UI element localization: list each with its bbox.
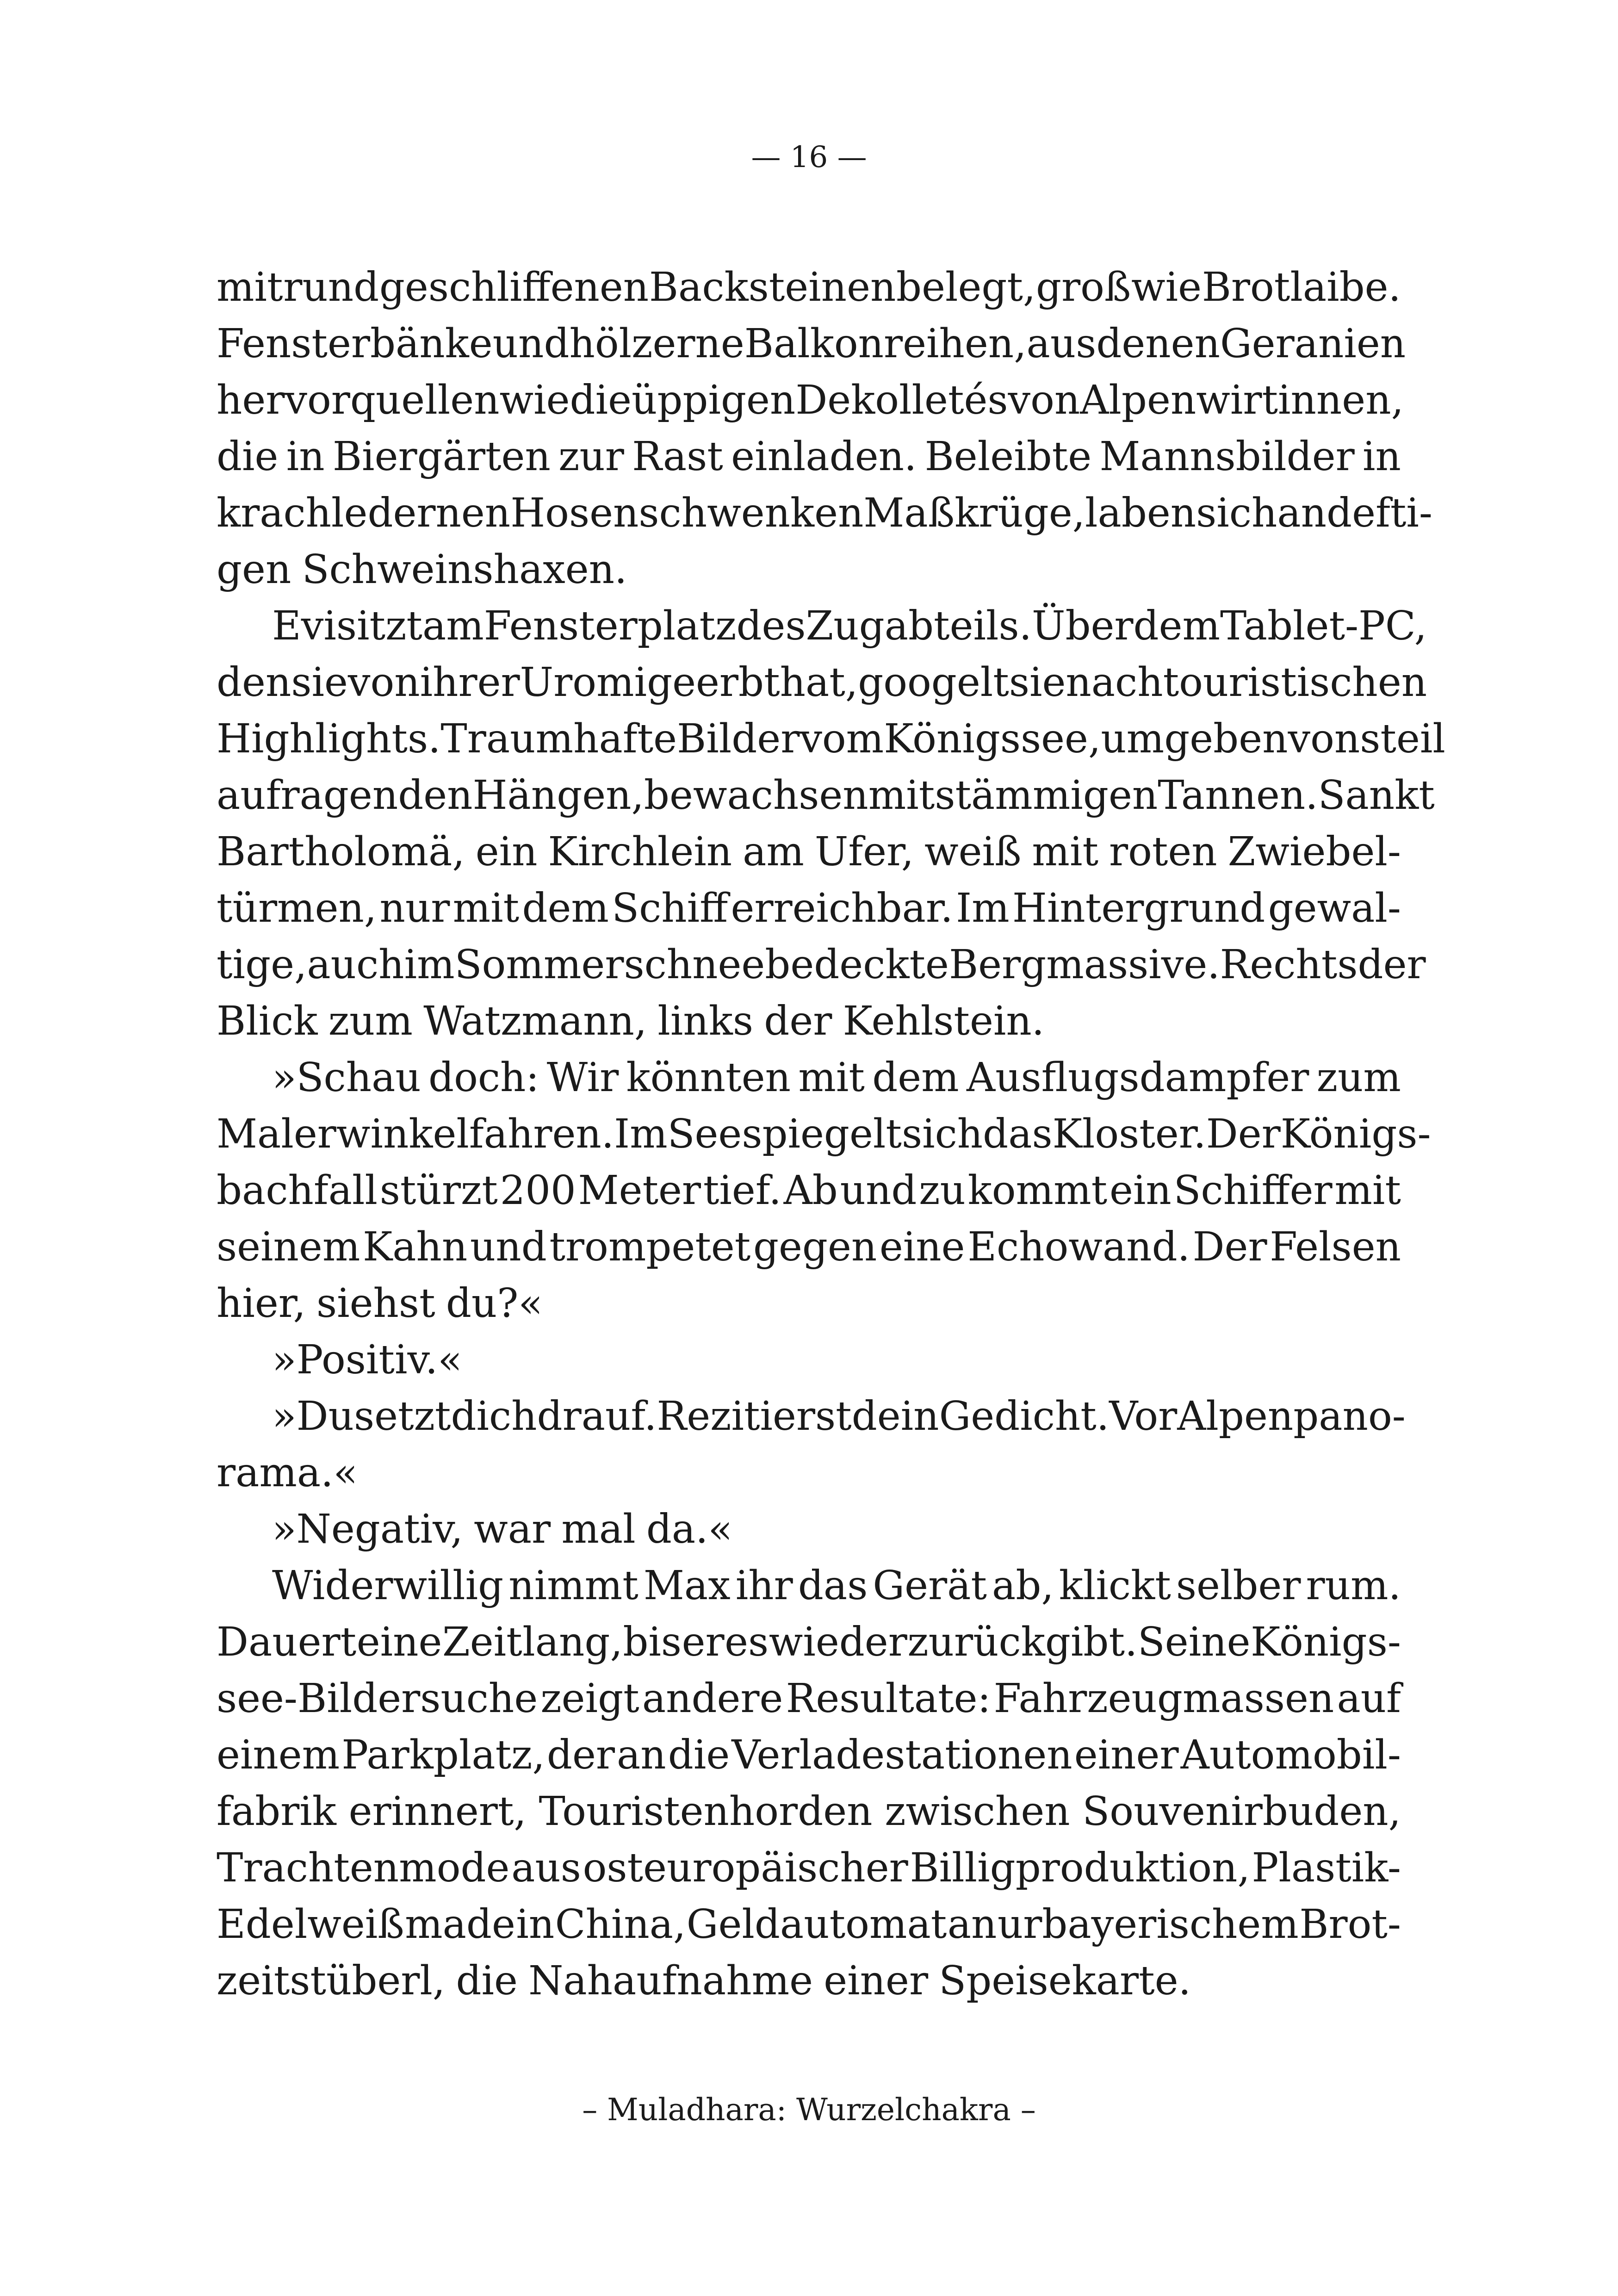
word: Schiffer [1173,1167,1333,1214]
word: bewachsen [644,772,868,819]
word: sie [291,659,348,706]
word: schwenken [639,490,864,536]
word: Felsen [1270,1224,1401,1270]
word: Speisekarte. [939,1958,1191,2004]
word: dem [522,885,609,931]
word: nur [379,885,450,931]
text-line [217,711,1445,767]
word: Zugabteils. [806,603,1032,649]
text-line [217,1219,1401,1275]
word: »Schau [272,1055,421,1101]
word: Schiff [612,885,728,931]
word: Geranien [1220,321,1406,367]
word: links [657,998,754,1044]
word: Fensterbänke [217,321,493,367]
text-line [217,541,1401,598]
word: Highlights. [217,716,441,762]
text-line [217,259,1401,316]
word: dich [451,1393,537,1440]
word: Der [1192,1224,1267,1270]
word: zur [558,434,624,480]
word: Mannsbilder [1099,434,1355,480]
word: dein [851,1393,939,1440]
text-line [217,1953,1401,2009]
page-number: — 16 — [751,140,867,174]
word: von [347,659,420,706]
text-line [217,1840,1401,1896]
text-line [217,1670,1401,1727]
word: Geldautomat [686,1901,947,1948]
word: weiß [924,829,1022,875]
word: ihr [735,1563,793,1609]
text-line [217,1275,1401,1332]
word: selber [1176,1563,1301,1609]
word: Gerät [873,1563,987,1609]
word: Ab [783,1167,838,1214]
word: wieder [769,1619,907,1665]
word: gewal- [1268,885,1401,931]
word: Bergmassive. [948,942,1220,988]
word: groß [1035,264,1131,310]
word: in [516,1901,555,1948]
word: auf [1337,1675,1401,1722]
word: Im [956,885,1010,931]
word: das [798,1563,868,1609]
word: zwischen [885,1788,1070,1835]
text-line [217,993,1401,1049]
word: Wir [546,1055,619,1101]
text-line [217,1783,1401,1840]
word: Blick [217,998,318,1044]
word: urbayerischem [997,1901,1299,1948]
word: mal [561,1506,636,1552]
word: tief. [703,1167,781,1214]
word: Der [1206,1111,1281,1157]
text-line [217,1727,1401,1783]
word: Im [614,1111,668,1157]
word: rum. [1306,1563,1401,1609]
word: von [1008,377,1080,423]
word: Sankt [1318,772,1435,819]
word: 200 [500,1167,576,1214]
word: tige, [217,942,307,988]
word: Sommer [454,942,624,988]
word: steil [1360,716,1445,762]
text-line [217,1162,1401,1219]
word: Rezitierst [657,1393,852,1440]
word: am [743,829,804,875]
word: Verladestationen [732,1732,1072,1778]
word: Fahrzeugmassen [993,1675,1334,1722]
word: Edelweiß [217,1901,404,1948]
word: auch [307,942,404,988]
word: drauf. [537,1393,657,1440]
word: gen [217,546,291,593]
word: nimmt [508,1563,639,1609]
word: Resultate: [786,1675,991,1722]
word: einer [1074,1732,1179,1778]
word: und [470,1224,547,1270]
word: umgeben [1101,716,1288,762]
word: andere [642,1675,783,1722]
word: Ausflugsdampfer [967,1055,1309,1101]
word: Hängen, [472,772,644,819]
word: sitzt [336,603,422,649]
word: Dauert [217,1619,357,1665]
text-line [217,654,1427,711]
word: zu [919,1167,966,1214]
word: in [1362,434,1401,480]
text-line [217,824,1401,880]
word: wie [499,377,570,423]
text-line [217,1049,1401,1106]
word: Watzmann, [423,998,647,1044]
word: mit [217,264,283,310]
word: laben [1085,490,1196,536]
word: doch: [428,1055,539,1101]
word: hölzerne [569,321,744,367]
word: könnten [626,1055,791,1101]
word: die [456,1958,518,2004]
word: krachledernen [217,490,511,536]
word: zurückgibt. [907,1619,1138,1665]
word: Kloster. [1052,1111,1206,1157]
text-line [217,1896,1401,1953]
word: aus [1026,321,1097,367]
word: Alpenwirtinnen, [1080,377,1404,423]
text-line [217,937,1426,993]
word: roten [1109,829,1217,875]
word: sich [901,1111,983,1157]
word: made [405,1901,515,1948]
text-line [217,1558,1401,1614]
word: rama.« [217,1450,358,1496]
word: see-Bildersuche [217,1675,538,1722]
word: Hosen [510,490,639,536]
word: eine [356,1619,442,1665]
word: schneebedeckte [624,942,949,988]
word: bis [623,1619,682,1665]
word: belegt, [896,264,1036,310]
word: ein [475,829,538,875]
word: ein [1109,1167,1172,1214]
word: Königssee, [884,716,1101,762]
word: Uromi [520,659,647,706]
word: Automobil- [1180,1732,1401,1778]
word: Plastik- [1252,1845,1401,1891]
word: Alpenpano- [1177,1393,1406,1440]
text-line [217,1388,1406,1445]
word: Bartholomä, [217,829,465,875]
word: Fensterplatz [484,603,737,649]
word: Hintergrund [1012,885,1265,931]
word: Bilder [677,716,800,762]
word: Rechts [1220,942,1358,988]
word: bachfall [217,1167,378,1214]
word: nach [1066,659,1163,706]
word: an [947,1901,997,1948]
word: von [1288,716,1360,762]
word: der [764,998,832,1044]
word: Beleibte [924,434,1092,480]
word: Touristenhorden [539,1788,873,1835]
word: Kirchlein [548,829,732,875]
word: »Positiv.« [272,1337,462,1383]
word: hat, [780,659,858,706]
word: geerbt [647,659,780,706]
word: Seine [1137,1619,1251,1665]
word: mit [798,1055,865,1101]
word: des [736,603,806,649]
word: Backsteinen [649,264,896,310]
text-line [217,1445,1401,1501]
word: mit [868,772,935,819]
word: dem [1133,603,1221,649]
word: defti- [1327,490,1432,536]
word: zeigt [540,1675,639,1722]
word: Nahaufnahme [528,1958,813,2004]
word: Tannen. [1158,772,1318,819]
word: ab, [992,1563,1054,1609]
word: Brotlaibe. [1202,264,1401,310]
word: erreichbar. [731,885,953,931]
word: Echowand. [967,1224,1190,1270]
word: Billigproduktion, [910,1845,1250,1891]
word: erinnert, [348,1788,527,1835]
word: sich [1196,490,1277,536]
running-footer: – Muladhara: Wurzelchakra – [582,2092,1036,2128]
word: er [682,1619,725,1665]
word: Königs- [1280,1111,1431,1157]
word: die [570,377,632,423]
word: Souvenirbuden, [1082,1788,1401,1835]
word: touristischen [1163,659,1427,706]
word: klickt [1059,1563,1171,1609]
word: wie [1131,264,1202,310]
text-line [217,1501,1401,1558]
word: mit [1334,1167,1401,1214]
word: der [1358,942,1426,988]
word: kommt [967,1167,1108,1214]
word: denen [1096,321,1220,367]
word: den [217,659,291,706]
text-line [217,767,1435,824]
word: Königs- [1251,1619,1401,1665]
word: stürzt [379,1167,498,1214]
word: vom [800,716,884,762]
word: Parkplatz, [341,1732,545,1778]
word: Maßkrüge, [863,490,1085,536]
word: spiegelt [742,1111,902,1157]
word: Ufer, [814,829,914,875]
word: zum [1316,1055,1401,1101]
word: Biergärten [332,434,551,480]
word: Balkonreihen, [744,321,1027,367]
word: Schweinshaxen. [302,546,627,593]
word: osteuropäischer [583,1845,908,1891]
word: aus [511,1845,581,1891]
word: Meter [578,1167,701,1214]
word: Max [643,1563,731,1609]
word: zum [328,998,413,1044]
word: »Du [272,1393,354,1440]
text-line [217,1106,1431,1162]
word: Brot- [1299,1901,1401,1948]
word: es [725,1619,769,1665]
word: einem [217,1732,340,1778]
text-line [217,316,1406,372]
word: rund [283,264,379,310]
word: Zwiebel- [1227,829,1401,875]
word: mit [1032,829,1099,875]
word: und [492,321,570,367]
text-line [217,1614,1401,1670]
word: an [1277,490,1327,536]
word: in [286,434,325,480]
word: türmen, [217,885,377,931]
word: ihrer [420,659,520,706]
word: die [668,1732,730,1778]
word: einer [824,1958,929,2004]
text-line [217,372,1404,428]
text-line [217,880,1401,937]
word: mit [453,885,520,931]
word: Traumhafte [440,716,677,762]
word: aufragenden [217,772,473,819]
word: am [422,603,484,649]
word: und [840,1167,917,1214]
word: im [404,942,455,988]
word: eine [879,1224,965,1270]
word: Evi [272,603,336,649]
word: einladen. [731,434,917,480]
word: Zeit [442,1619,522,1665]
word: Tablet-PC, [1220,603,1427,649]
word: Kehlstein. [843,998,1045,1044]
word: üppigen [631,377,796,423]
word: an [617,1732,666,1778]
text-line [217,1332,1401,1388]
word: zeitstüberl, [217,1958,446,2004]
word: gegen [753,1224,877,1270]
word: Rast [632,434,723,480]
word: das [983,1111,1053,1157]
word: der [546,1732,615,1778]
text-line [217,485,1432,541]
word: hervorquellen [217,377,500,423]
body-text [217,259,1445,2009]
word: China, [555,1901,686,1948]
word: war [474,1506,551,1552]
word: geschliffenen [379,264,649,310]
word: sie [1009,659,1066,706]
word: Kahn [363,1224,468,1270]
word: dem [872,1055,959,1101]
word: See [667,1111,742,1157]
word: Vor [1109,1393,1178,1440]
word: Über [1031,603,1134,649]
word: Widerwillig [272,1563,504,1609]
text-line [217,428,1401,485]
word: Dekolletés [795,377,1008,423]
word: du?« [446,1280,543,1327]
word: setzt [353,1393,451,1440]
word: trompetet [549,1224,751,1270]
word: googelt [858,659,1009,706]
word: die [217,434,279,480]
word: fahren. [469,1111,614,1157]
word: Malerwinkel [217,1111,469,1157]
text-line [217,598,1427,654]
word: da.« [646,1506,733,1552]
word: Trachtenmode [217,1845,510,1891]
word: siehst [316,1280,435,1327]
word: Gedicht. [939,1393,1110,1440]
word: »Negativ, [272,1506,463,1552]
word: lang, [522,1619,623,1665]
word: seinem [217,1224,360,1270]
word: stämmigen [935,772,1158,819]
word: hier, [217,1280,306,1327]
word: fabrik [217,1788,336,1835]
